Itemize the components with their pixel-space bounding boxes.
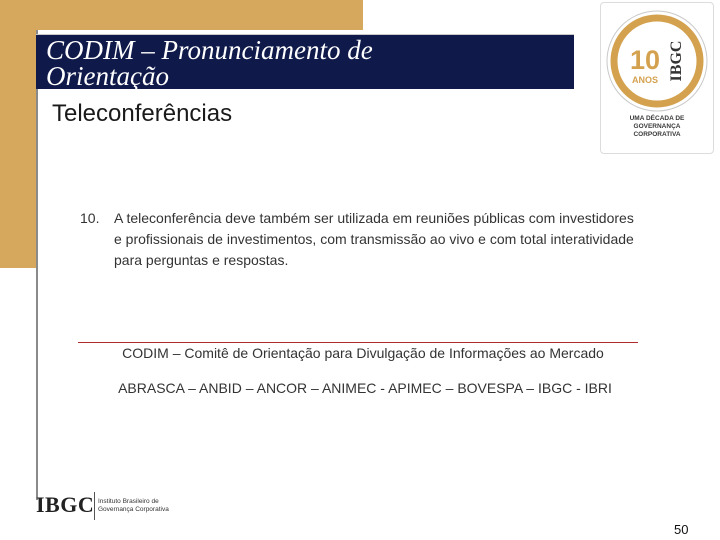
footer-separator (94, 492, 95, 520)
ibgc-seal-icon (601, 3, 713, 115)
title-bar (36, 34, 574, 89)
footer-org: IBGC (36, 492, 95, 517)
slide-title: CODIM – Pronunciamento de Orientação (46, 35, 373, 91)
logo-caption: UMA DÉCADA DE GOVERNANÇA CORPORATIVA (629, 115, 685, 138)
ibgc-10-anos-logo (600, 2, 714, 154)
logo-anos: ANOS (631, 75, 659, 85)
logo-number: 10 (629, 45, 661, 75)
codim-description: CODIM – Comitê de Orientação para Divulgação de Informações ao Mercado (122, 345, 604, 361)
slide-subtitle: Teleconferências (52, 100, 233, 127)
footer-org-full: Instituto Brasileiro de Governança Corporativa (98, 498, 169, 513)
section-divider (78, 342, 638, 343)
page-number: 50 (674, 522, 689, 537)
item-number: 10. (80, 210, 100, 226)
member-organizations: ABRASCA – ANBID – ANCOR – ANIMEC - APIMEC – BOVESPA – IBGC - IBRI (118, 380, 612, 396)
footer-ibgc-logo (36, 490, 176, 524)
logo-org: IBGC (668, 40, 685, 82)
item-text: A teleconferência deve também ser utilizada em reuniões públicas com investidores e profissionais de investimentos, com transmissão ao vivo e com total interatividade para perguntas e respostas. (114, 210, 634, 268)
